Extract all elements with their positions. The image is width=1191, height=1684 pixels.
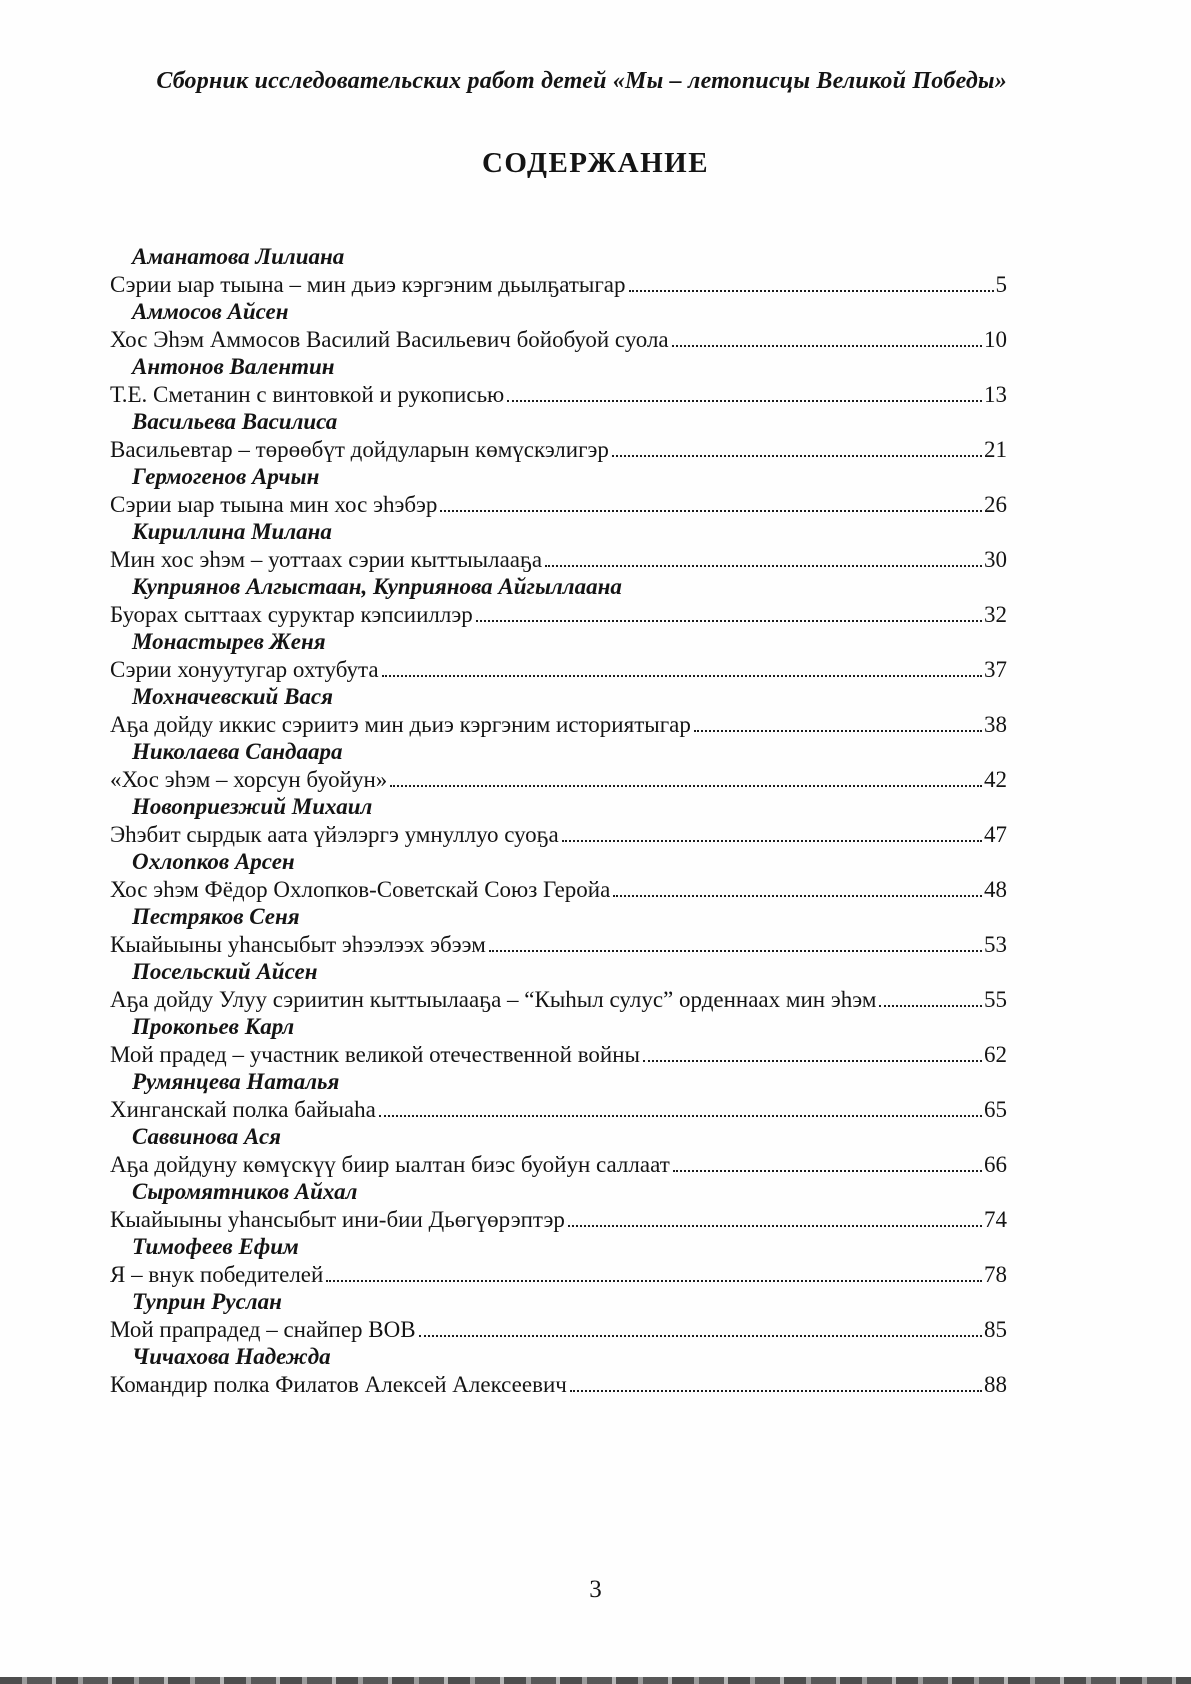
- entry-title: Хинганскай полка байыаһа: [110, 1096, 376, 1122]
- entry-author: Кириллина Милана: [132, 519, 332, 544]
- toc-entry: [110, 408, 1007, 463]
- entry-page-number: 5: [995, 271, 1007, 297]
- entry-title-row: [110, 1041, 1007, 1069]
- entry-author: Аманатова Лилиана: [132, 244, 345, 269]
- entry-title: Командир полка Филатов Алексей Алексеевич: [110, 1371, 567, 1397]
- entry-title: Мин хос эһэм – уоттаах сэрии кыттыылааҕа: [110, 546, 543, 572]
- dot-leader: [326, 1280, 982, 1282]
- toc-entry: [110, 1123, 1007, 1178]
- entry-page-number: 32: [984, 601, 1007, 627]
- dot-leader: [694, 730, 982, 732]
- entry-page-number: 88: [984, 1371, 1007, 1397]
- entry-author: Чичахова Надежда: [132, 1344, 331, 1369]
- entry-title: Аҕа дойду Улуу сэриитин кыттыылааҕа – “Кыһыл сулус” орденнаах мин эһэм: [110, 986, 877, 1012]
- entry-title-row: [110, 1096, 1007, 1124]
- entry-title-row: [110, 711, 1007, 739]
- dot-leader: [419, 1335, 982, 1337]
- dot-leader: [390, 785, 982, 787]
- entry-title-row: [110, 546, 1007, 574]
- page-number: 3: [589, 1576, 602, 1603]
- entry-title-row: [110, 931, 1007, 959]
- toc-entry: [110, 738, 1007, 793]
- dot-leader: [672, 345, 982, 347]
- entry-author: Туприн Руслан: [132, 1289, 282, 1314]
- entry-title-row: [110, 876, 1007, 904]
- entry-author: Саввинова Ася: [132, 1124, 282, 1149]
- entry-author: Мохначевский Вася: [132, 684, 333, 709]
- entry-title-row: [110, 1151, 1007, 1179]
- running-header: Сборник исследовательских работ детей «Мы – летописцы Великой Победы»: [156, 68, 1007, 94]
- entry-author: Прокопьев Карл: [132, 1014, 295, 1039]
- entry-title-row: [110, 436, 1007, 464]
- entry-author: Новоприезжий Михаил: [132, 794, 373, 819]
- toc-entry: [110, 1068, 1007, 1123]
- entry-page-number: 38: [984, 711, 1007, 737]
- dot-leader: [643, 1060, 982, 1062]
- entry-author: Охлопков Арсен: [132, 849, 295, 874]
- entry-title: Васильевтар – төрөөбүт дойдуларын көмүскэлигэр: [110, 436, 609, 462]
- entry-title: Т.Е. Сметанин с винтовкой и рукописью: [110, 381, 505, 407]
- dot-leader: [440, 510, 982, 512]
- entry-page-number: 78: [984, 1261, 1007, 1287]
- entry-author: Аммосов Айсен: [132, 299, 289, 324]
- entry-title-row: [110, 326, 1007, 354]
- entry-page-number: 53: [984, 931, 1007, 957]
- entry-title: Я – внук победителей: [110, 1261, 324, 1287]
- entry-title-row: [110, 491, 1007, 519]
- toc-entry: [110, 683, 1007, 738]
- toc-entry: [110, 463, 1007, 518]
- entry-title: Сэрии хонуутугар охтубута: [110, 656, 379, 682]
- entry-author: Антонов Валентин: [132, 354, 335, 379]
- entry-title: Мой прадед – участник великой отечественной войны: [110, 1041, 640, 1067]
- toc-entry: [110, 903, 1007, 958]
- entry-title-row: [110, 766, 1007, 794]
- entry-page-number: 47: [984, 821, 1007, 847]
- entry-title: Мой прапрадед – снайпер ВОВ: [110, 1316, 416, 1342]
- entry-title: Сэрии ыар тыына – мин дьиэ кэргэним дьылҕатыгар: [110, 271, 626, 297]
- entry-title: Сэрии ыар тыына мин хос эһэбэр: [110, 491, 438, 517]
- entry-author: Пестряков Сеня: [132, 904, 300, 929]
- dot-leader: [382, 675, 982, 677]
- scan-edge-artifact: [0, 1677, 1191, 1684]
- entry-title-row: [110, 821, 1007, 849]
- entry-page-number: 30: [984, 546, 1007, 572]
- dot-leader: [570, 1390, 982, 1392]
- entry-page-number: 65: [984, 1096, 1007, 1122]
- entry-title-row: [110, 1371, 1007, 1399]
- dot-leader: [489, 950, 982, 952]
- entry-title: Кыайыыны уһансыбыт ини-бии Дьөгүөрэптэр: [110, 1206, 565, 1232]
- page-title: СОДЕРЖАНИЕ: [481, 147, 710, 179]
- toc-entry: [110, 958, 1007, 1013]
- entry-title-row: [110, 1261, 1007, 1289]
- entry-page-number: 13: [984, 381, 1007, 407]
- dot-leader: [379, 1115, 982, 1117]
- entry-title-row: [110, 601, 1007, 629]
- toc-entry: [110, 1233, 1007, 1288]
- entry-page-number: 26: [984, 491, 1007, 517]
- entry-author: Посельский Айсен: [132, 959, 318, 984]
- entry-author: Васильева Василиса: [132, 409, 338, 434]
- toc-entry: [110, 298, 1007, 353]
- toc-entry: [110, 793, 1007, 848]
- entry-title: «Хос эһэм – хорсун буойун»: [110, 766, 388, 792]
- toc-entry: [110, 628, 1007, 683]
- entry-page-number: 21: [984, 436, 1007, 462]
- entry-page-number: 48: [984, 876, 1007, 902]
- entry-title: Буорах сыттаах суруктар кэпсииллэр: [110, 601, 473, 627]
- dot-leader: [562, 840, 982, 842]
- dot-leader: [673, 1170, 982, 1172]
- entry-title-row: [110, 1206, 1007, 1234]
- toc-entry: [110, 518, 1007, 573]
- toc-entry: [110, 573, 1007, 628]
- entry-page-number: 37: [984, 656, 1007, 682]
- entry-author: Монастырев Женя: [132, 629, 326, 654]
- dot-leader: [612, 455, 982, 457]
- entry-title: Эһэбит сырдык аата үйэлэргэ умнуллуо суоҕа: [110, 821, 559, 847]
- entry-author: Тимофеев Ефим: [132, 1234, 299, 1259]
- dot-leader: [507, 400, 982, 402]
- dot-leader: [629, 290, 994, 292]
- entry-title: Кыайыыны уһансыбыт эһээлээх эбээм: [110, 931, 486, 957]
- toc-list: [110, 243, 1007, 1398]
- entry-title: Хос эһэм Фёдор Охлопков-Советскай Союз Геройа: [110, 876, 611, 902]
- entry-page-number: 55: [984, 986, 1007, 1012]
- entry-title-row: [110, 381, 1007, 409]
- toc-entry: [110, 353, 1007, 408]
- entry-title-row: [110, 656, 1007, 684]
- entry-page-number: 74: [984, 1206, 1007, 1232]
- entry-title-row: [110, 271, 1007, 299]
- toc-entry: [110, 1178, 1007, 1233]
- entry-author: Гермогенов Арчын: [132, 464, 320, 489]
- entry-title-row: [110, 986, 1007, 1014]
- entry-page-number: 62: [984, 1041, 1007, 1067]
- entry-page-number: 85: [984, 1316, 1007, 1342]
- entry-author: Николаева Сандаара: [132, 739, 343, 764]
- entry-author: Сыромятников Айхал: [132, 1179, 358, 1204]
- toc-entry: [110, 243, 1007, 298]
- entry-author: Куприянов Алгыстаан, Куприянова Айгыллаана: [132, 574, 622, 599]
- dot-leader: [476, 620, 982, 622]
- entry-title: Хос Эһэм Аммосов Василий Васильевич бойобуой суола: [110, 326, 669, 352]
- toc-entry: [110, 1343, 1007, 1398]
- entry-page-number: 66: [984, 1151, 1007, 1177]
- entry-page-number: 42: [984, 766, 1007, 792]
- entry-title: Аҕа дойду иккис сэриитэ мин дьиэ кэргэним историятыгар: [110, 711, 691, 737]
- entry-title: Аҕа дойдуну көмүскүү биир ыалтан биэс буойун саллаат: [110, 1151, 670, 1177]
- entry-author: Румянцева Наталья: [132, 1069, 340, 1094]
- dot-leader: [568, 1225, 982, 1227]
- dot-leader: [879, 1005, 982, 1007]
- entry-page-number: 10: [984, 326, 1007, 352]
- toc-entry: [110, 848, 1007, 903]
- dot-leader: [545, 565, 982, 567]
- toc-entry: [110, 1013, 1007, 1068]
- toc-entry: [110, 1288, 1007, 1343]
- dot-leader: [613, 895, 982, 897]
- entry-title-row: [110, 1316, 1007, 1344]
